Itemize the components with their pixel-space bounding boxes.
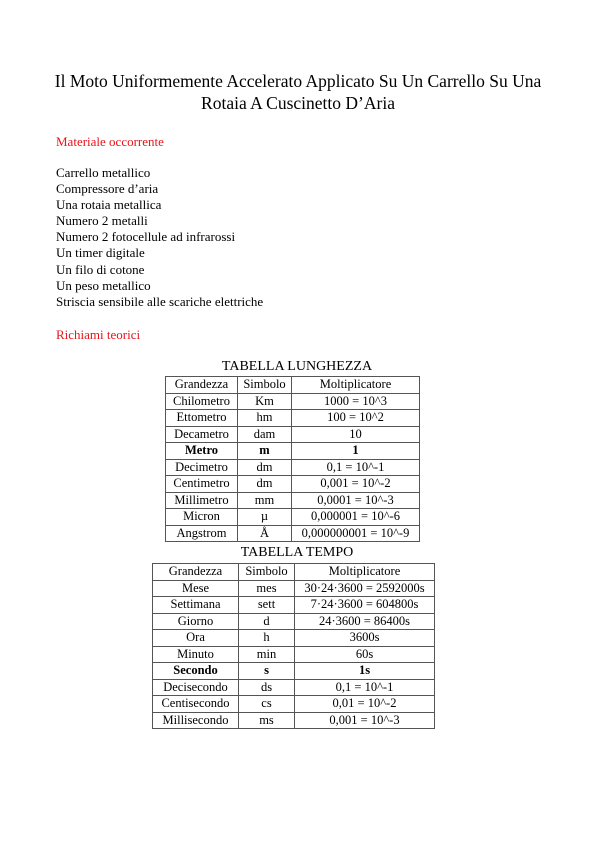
- table-cell: Metro: [166, 443, 238, 460]
- table-cell: 0,01 = 10^-2: [295, 696, 435, 713]
- table-cell: 3600s: [295, 630, 435, 647]
- table-cell: hm: [238, 410, 292, 427]
- table-cell: Decametro: [166, 426, 238, 443]
- list-item: Un timer digitale: [56, 245, 145, 261]
- table-row: [153, 613, 435, 630]
- table-cell: cs: [239, 696, 295, 713]
- table-cell: µ: [238, 509, 292, 526]
- table-cell: s: [239, 663, 295, 680]
- table-cell: Millisecondo: [153, 712, 239, 729]
- table-row: [166, 476, 420, 493]
- table-cell: min: [239, 646, 295, 663]
- table-cell: Ora: [153, 630, 239, 647]
- table-cell: 0,0001 = 10^-3: [292, 492, 420, 509]
- table-cell: 1: [292, 443, 420, 460]
- table-lunghezza-caption: TABELLA LUNGHEZZA: [221, 359, 373, 374]
- column-header: Simbolo: [239, 564, 295, 581]
- table-lunghezza-body: [166, 377, 420, 542]
- table-row: [166, 426, 420, 443]
- table-cell: Km: [238, 393, 292, 410]
- table-cell: Ettometro: [166, 410, 238, 427]
- table-cell: Decisecondo: [153, 679, 239, 696]
- table-cell: 1000 = 10^3: [292, 393, 420, 410]
- list-item: Carrello metallico: [56, 165, 151, 180]
- table-cell: ms: [239, 712, 295, 729]
- section-heading-richiami: Richiami teorici: [56, 327, 141, 342]
- table-cell: ds: [239, 679, 295, 696]
- table-cell: 0,000000001 = 10^-9: [292, 525, 420, 542]
- table-cell: m: [238, 443, 292, 460]
- list-item: Numero 2 fotocellule ad infrarossi: [56, 229, 236, 245]
- table-row: [166, 525, 420, 542]
- table-tempo: [152, 563, 435, 729]
- table-row: [166, 459, 420, 476]
- table-cell: 24·3600 = 86400s: [295, 613, 435, 630]
- table-cell: Chilometro: [166, 393, 238, 410]
- list-item: Striscia sensibile alle scariche elettriche: [56, 293, 264, 309]
- table-tempo-body: [153, 564, 435, 729]
- table-tempo-caption: TABELLA TEMPO: [240, 545, 354, 560]
- list-item: Un peso metallico: [56, 277, 151, 293]
- table-cell: Centimetro: [166, 476, 238, 493]
- table-cell: sett: [239, 597, 295, 614]
- table-header-row: [153, 564, 435, 581]
- section-heading-materiale: Materiale occorrente: [56, 134, 164, 149]
- table-cell: Secondo: [153, 663, 239, 680]
- table-row: [166, 443, 420, 460]
- table-row: [166, 509, 420, 526]
- list-item: Un filo di cotone: [56, 261, 145, 277]
- table-row: [166, 492, 420, 509]
- column-header: Moltiplicatore: [292, 377, 420, 394]
- table-row: [153, 646, 435, 663]
- table-cell: dm: [238, 476, 292, 493]
- column-header: Simbolo: [238, 377, 292, 394]
- table-cell: 0,001 = 10^-2: [292, 476, 420, 493]
- table-row: [153, 630, 435, 647]
- table-cell: 60s: [295, 646, 435, 663]
- table-lunghezza: [165, 376, 420, 542]
- table-cell: d: [239, 613, 295, 630]
- table-cell: 0,001 = 10^-3: [295, 712, 435, 729]
- table-cell: mm: [238, 492, 292, 509]
- column-header: Moltiplicatore: [295, 564, 435, 581]
- table-cell: 0,000001 = 10^-6: [292, 509, 420, 526]
- table-cell: Micron: [166, 509, 238, 526]
- table-cell: 30·24·3600 = 2592000s: [295, 580, 435, 597]
- table-row: [166, 393, 420, 410]
- list-item: Compressore d’aria: [56, 181, 159, 197]
- table-cell: mes: [239, 580, 295, 597]
- table-row: [153, 712, 435, 729]
- materials-list: [56, 165, 263, 310]
- table-cell: dam: [238, 426, 292, 443]
- table-cell: h: [239, 630, 295, 647]
- list-item: Numero 2 metalli: [56, 213, 148, 229]
- table-row: [153, 580, 435, 597]
- table-cell: 7·24·3600 = 604800s: [295, 597, 435, 614]
- column-header: Grandezza: [153, 564, 239, 581]
- document-title: Il Moto Uniformemente Accelerato Applicato Su Un Carrello Su Una Rotaia A Cuscinetto D’Aria: [54, 71, 542, 113]
- table-row: [153, 696, 435, 713]
- table-header-row: [166, 377, 420, 394]
- column-header: Grandezza: [166, 377, 238, 394]
- table-cell: 0,1 = 10^-1: [295, 679, 435, 696]
- table-row: [153, 663, 435, 680]
- table-cell: 10: [292, 426, 420, 443]
- table-row: [153, 679, 435, 696]
- table-cell: 100 = 10^2: [292, 410, 420, 427]
- table-cell: Settimana: [153, 597, 239, 614]
- table-cell: Angstrom: [166, 525, 238, 542]
- table-row: [153, 597, 435, 614]
- table-cell: Minuto: [153, 646, 239, 663]
- table-cell: Giorno: [153, 613, 239, 630]
- table-cell: dm: [238, 459, 292, 476]
- list-item: Una rotaia metallica: [56, 197, 162, 213]
- table-cell: 0,1 = 10^-1: [292, 459, 420, 476]
- table-cell: 1s: [295, 663, 435, 680]
- table-cell: Centisecondo: [153, 696, 239, 713]
- table-cell: Å: [238, 525, 292, 542]
- table-cell: Decimetro: [166, 459, 238, 476]
- table-row: [166, 410, 420, 427]
- table-cell: Millimetro: [166, 492, 238, 509]
- table-cell: Mese: [153, 580, 239, 597]
